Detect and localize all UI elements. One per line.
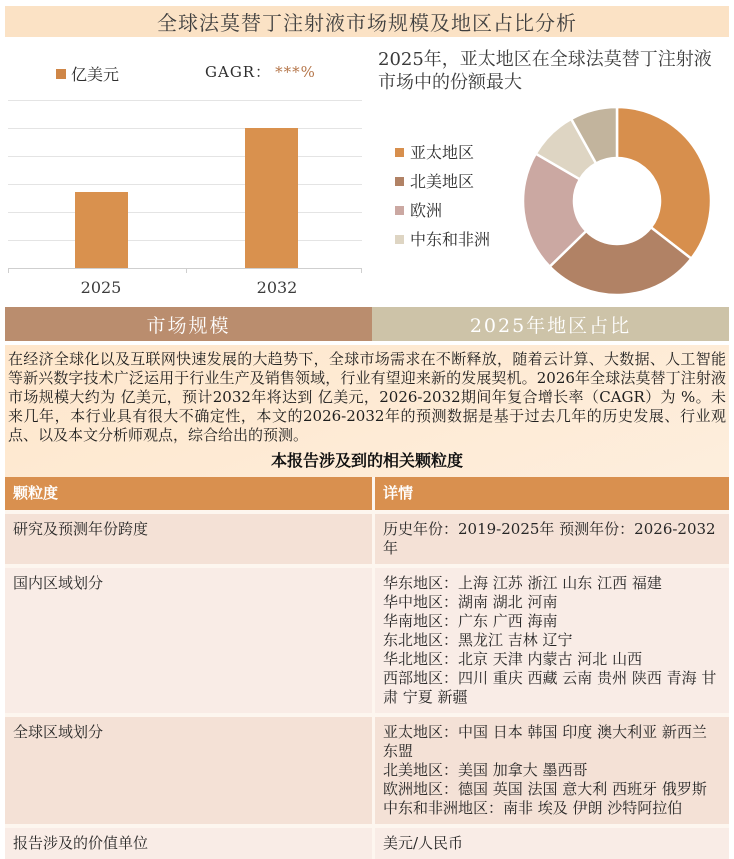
report-title-banner bbox=[5, 6, 729, 37]
gridline bbox=[8, 240, 362, 241]
x-axis-label: 2025 bbox=[80, 278, 122, 297]
granularity-label-cell: 报告涉及的价值单位 bbox=[5, 828, 372, 859]
donut-plot-area bbox=[517, 101, 717, 305]
legend-square-icon bbox=[395, 177, 404, 186]
details-line: 东北地区：黑龙江 吉林 辽宁 bbox=[383, 631, 573, 649]
table-row bbox=[5, 514, 729, 564]
legend-square-icon bbox=[395, 235, 404, 244]
legend-label: 中东和非洲 bbox=[410, 230, 491, 249]
gridline bbox=[8, 184, 362, 185]
legend-label: 欧洲 bbox=[410, 201, 443, 220]
bar-2032 bbox=[245, 128, 298, 268]
granularity-label-cell: 国内区域划分 bbox=[5, 568, 372, 713]
market-size-bar-chart bbox=[8, 44, 368, 302]
summary-paragraph: 在经济全球化以及互联网快速发展的大趋势下，全球市场需求在不断释放，随着云计算、大数据、人工智能等新兴数字技术广泛运用于行业生产及销售领域，行业有望迎来新的发展契机。2026年全球法莫替丁注射液市场规模大约为 亿美元，预计2032年将达到 亿美元，2026-2032期间年复合增长率（CAGR）为 %。未来几年，本行业具有很大不确定性，本文的2026-2032年的预测数据是基于过去几年的历史发展、行业观点、以及本文分析师观点，综合给出的预测。 bbox=[8, 350, 726, 444]
details-cell bbox=[375, 717, 729, 824]
details-line: 华东地区：上海 江苏 浙江 山东 江西 福建 bbox=[383, 574, 662, 592]
x-axis-tick bbox=[186, 268, 187, 273]
x-axis-label: 2032 bbox=[256, 278, 298, 297]
donut-chart-legend bbox=[395, 143, 490, 250]
legend-item bbox=[395, 172, 490, 192]
legend-item bbox=[395, 201, 490, 221]
table-header-cell: 颗粒度 bbox=[5, 477, 372, 510]
region-share-donut-chart bbox=[375, 44, 730, 302]
table-header-cell: 详情 bbox=[375, 477, 729, 510]
legend-label: 亚太地区 bbox=[410, 143, 475, 162]
granularity-table-heading: 本报告涉及到的相关颗粒度 bbox=[270, 451, 463, 470]
cagr-value: ***% bbox=[275, 63, 316, 81]
page-title: 全球法莫替丁注射液市场规模及地区占比分析 bbox=[157, 11, 577, 35]
donut-slice-亚太地区 bbox=[617, 107, 711, 259]
section-tab-market-size: 市场规模 bbox=[5, 307, 372, 341]
bar-chart-legend bbox=[56, 62, 119, 85]
table-row bbox=[5, 717, 729, 824]
table-row bbox=[5, 828, 729, 859]
bar-plot-area bbox=[8, 100, 362, 297]
legend-item bbox=[395, 143, 490, 163]
details-cell bbox=[375, 514, 729, 564]
legend-label: 亿美元 bbox=[71, 65, 120, 84]
details-cell bbox=[375, 568, 729, 713]
details-line: 亚太地区：中国 日本 韩国 印度 澳大利亚 新西兰 东盟 bbox=[383, 723, 707, 760]
details-cell bbox=[375, 828, 729, 859]
report-body bbox=[5, 345, 729, 852]
section-tab-region-share: 2025年地区占比 bbox=[372, 307, 729, 341]
cagr-annotation bbox=[205, 61, 316, 82]
x-axis-tick bbox=[8, 268, 9, 273]
x-axis-tick bbox=[361, 268, 362, 273]
legend-label: 北美地区 bbox=[410, 172, 475, 191]
details-line: 历史年份：2019-2025年 预测年份：2026-2032年 bbox=[383, 520, 716, 557]
gridline bbox=[8, 212, 362, 213]
details-line: 中东和非洲地区：南非 埃及 伊朗 沙特阿拉伯 bbox=[383, 799, 683, 817]
details-line: 华中地区：湖南 湖北 河南 bbox=[383, 593, 558, 611]
gridline bbox=[8, 156, 362, 157]
details-line: 美元/人民币 bbox=[383, 834, 464, 852]
details-line: 北美地区：美国 加拿大 墨西哥 bbox=[383, 761, 588, 779]
legend-item bbox=[395, 230, 490, 250]
details-line: 西部地区：四川 重庆 西藏 云南 贵州 陕西 青海 甘肃 宁夏 新疆 bbox=[383, 669, 717, 706]
details-line: 华南地区：广东 广西 海南 bbox=[383, 612, 558, 630]
table-row bbox=[5, 568, 729, 713]
cagr-label: GAGR： bbox=[205, 63, 272, 81]
details-line: 欧洲地区：德国 英国 法国 意大利 西班牙 俄罗斯 bbox=[383, 780, 707, 798]
section-header-bar bbox=[5, 307, 729, 341]
legend-square-icon bbox=[56, 69, 66, 79]
legend-square-icon bbox=[395, 206, 404, 215]
gridline bbox=[8, 128, 362, 129]
granularity-label-cell: 研究及预测年份跨度 bbox=[5, 514, 372, 564]
donut-chart-title: 2025年，亚太地区在全球法莫替丁注射液市场中的份额最大 bbox=[378, 49, 712, 93]
gridline bbox=[8, 100, 362, 101]
bar-2025 bbox=[75, 192, 128, 268]
legend-square-icon bbox=[395, 148, 404, 157]
x-axis-line bbox=[8, 268, 362, 269]
table-header-row bbox=[5, 477, 729, 510]
details-line: 华北地区：北京 天津 内蒙古 河北 山西 bbox=[383, 650, 643, 668]
granularity-label-cell: 全球区域划分 bbox=[5, 717, 372, 824]
granularity-table bbox=[5, 477, 729, 859]
